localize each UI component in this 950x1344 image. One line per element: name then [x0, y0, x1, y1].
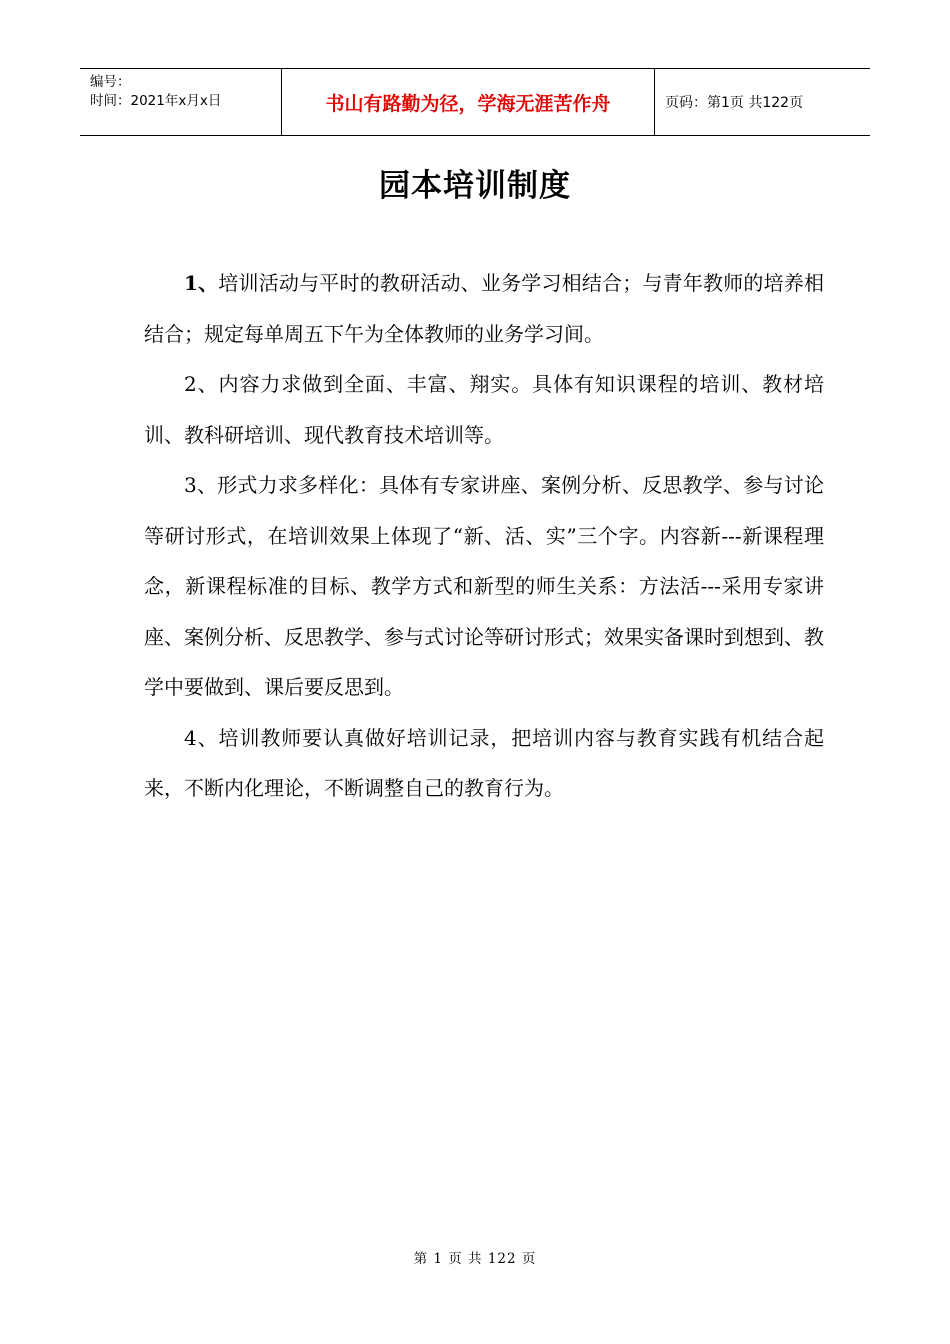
paragraph-1: 1、培训活动与平时的教研活动、业务学习相结合；与青年教师的培养相结合；规定每单周五下午为全体教师的业务学习间。 [144, 271, 825, 346]
header-table [80, 68, 870, 136]
page-footer: 第 1 页 共 122 页 [413, 1251, 537, 1267]
paragraph-text: 、内容力求做到全面、丰富、翔实。具体有知识课程的培训、教材培训、教科研培训、现代教育技术培训等。 [144, 372, 824, 447]
paragraph-2 [144, 359, 824, 460]
paragraph-number: 4 [184, 725, 197, 750]
number-label: 编号： [90, 74, 131, 90]
motto-text: 书山有路勤为径，学海无涯苦作舟 [325, 92, 611, 115]
motto-cell [281, 69, 655, 135]
document-body [144, 258, 824, 814]
paragraph-number: 3 [184, 473, 197, 497]
paragraph-4 [144, 713, 824, 814]
document-title: 园本培训制度 [379, 168, 571, 204]
time-label: 时间：2021年x月x日 [90, 93, 222, 109]
paragraph-text: 、形式力求多样化：具体有专家讲座、案例分析、反思教学、参与讨论等研讨形式，在培训效果上体现了“新、活、实”三个字。内容新---新课程理念，新课程标准的目标、教学方式和新型的师生关系：方法活---采用专家讲座、案例分析、反思教学、参与式讨论等研讨形式；效果实备课时到想到、教学中要做到、课后要反思到。 [144, 473, 824, 699]
page-info-cell [655, 69, 870, 135]
header-meta-cell [80, 69, 281, 135]
paragraph-number: 2 [184, 372, 197, 396]
page-info-text: 页码：第1页 共122页 [665, 95, 804, 111]
paragraph-3 [144, 460, 824, 713]
paragraph-number: 1 [184, 271, 198, 295]
paragraph-text: 、培训教师要认真做好培训记录，把培训内容与教育实践有机结合起来，不断内化理论，不断调整自己的教育行为。 [144, 725, 824, 800]
paragraph-text: 培训活动与平时的教研活动、业务学习相结合；与青年教师的培养相结合；规定每单周五下午为全体教师的业务学习间。 [144, 271, 825, 346]
